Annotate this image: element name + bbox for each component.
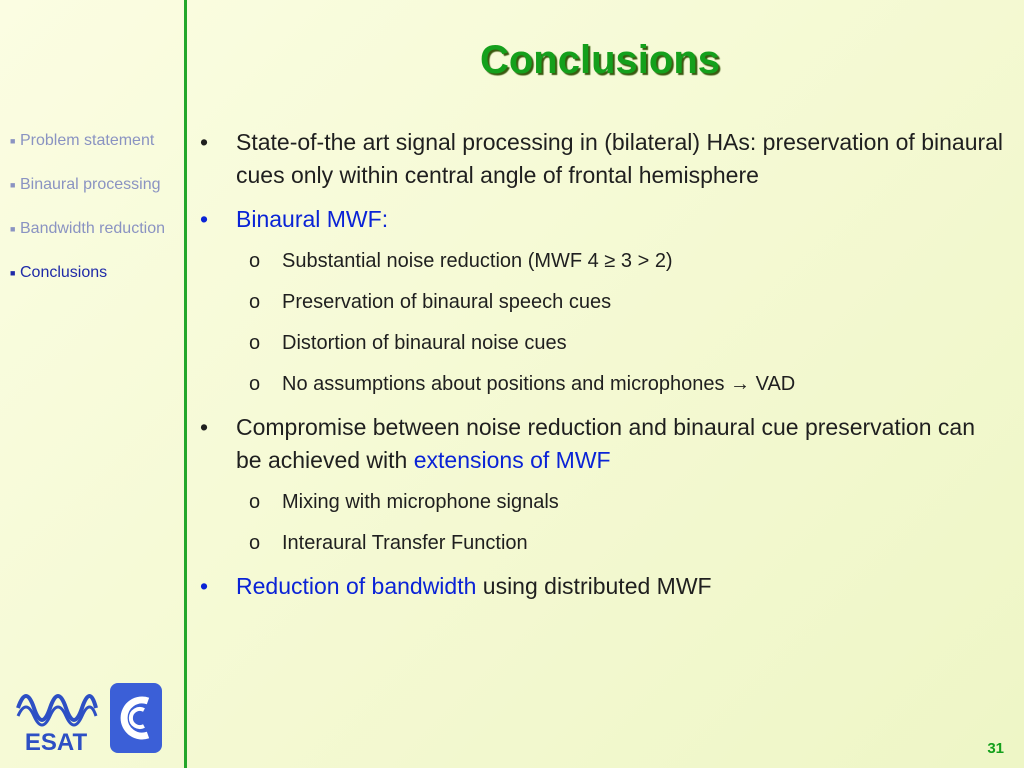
circle-bullet-icon: o <box>249 491 261 513</box>
bullet-item <box>196 411 1006 477</box>
sub-bullet-item <box>196 288 1006 316</box>
sidebar-divider <box>184 0 187 768</box>
bullet-item <box>196 570 1006 603</box>
sidebar-item-label: Binaural processing <box>20 176 161 193</box>
sub-bullet-item <box>196 370 1006 398</box>
bullet-dot-icon: • <box>200 573 209 599</box>
square-bullet-icon: ■ <box>10 224 16 234</box>
bullet-item <box>196 126 1006 192</box>
slide-number: 31 <box>987 740 1004 757</box>
sub-bullet-text: Distortion of binaural noise cues <box>282 332 567 354</box>
esat-logo <box>14 682 98 754</box>
bullet-item <box>196 203 1006 236</box>
bullet-text: Binaural MWF: <box>236 206 389 232</box>
square-bullet-icon: ■ <box>10 136 16 146</box>
sub-bullet-item <box>196 529 1006 557</box>
square-bullet-icon: ■ <box>10 180 16 190</box>
sidebar-item-problem-statement[interactable] <box>10 130 182 152</box>
slide-title: Conclusions <box>479 38 721 82</box>
sub-bullet-item <box>196 247 1006 275</box>
circle-bullet-icon: o <box>249 373 261 395</box>
extensions-link[interactable]: extensions of MWF <box>413 447 611 473</box>
circle-bullet-icon: o <box>249 532 261 554</box>
sub-bullet-text: No assumptions about positions and microphones → VAD <box>282 373 796 395</box>
sub-bullet-text: Substantial noise reduction (MWF 4 ≥ 3 > 2) <box>282 250 673 272</box>
sidebar-item-bandwidth-reduction[interactable] <box>10 218 182 240</box>
sub-bullet-text: Mixing with microphone signals <box>282 491 559 513</box>
circle-bullet-icon: o <box>249 291 261 313</box>
circle-bullet-icon: o <box>249 332 261 354</box>
sidebar-item-conclusions[interactable] <box>10 262 182 284</box>
sidebar-nav <box>10 130 182 306</box>
esat-logo-text: ESAT <box>24 729 88 754</box>
bullet-text: Compromise between noise reduction and binaural cue preservation can be achieved with <box>236 414 975 473</box>
sub-bullet-text: Interaural Transfer Function <box>282 532 528 554</box>
sub-bullet-list <box>196 488 1006 557</box>
sidebar-item-label: Conclusions <box>20 264 108 281</box>
bullet-dot-icon: • <box>200 414 209 440</box>
bullet-text: using distributed MWF <box>476 573 712 599</box>
circle-bullet-icon: o <box>249 250 261 272</box>
bullet-dot-icon: • <box>200 206 209 232</box>
sub-bullet-list <box>196 247 1006 398</box>
sub-bullet-item <box>196 329 1006 357</box>
slide-content <box>196 126 1006 614</box>
sub-bullet-text: Preservation of binaural speech cues <box>282 291 612 313</box>
bullet-dot-icon: • <box>200 129 209 155</box>
kuleuven-c-logo <box>110 683 162 753</box>
sidebar-item-label: Bandwidth reduction <box>20 220 165 237</box>
sub-bullet-item <box>196 488 1006 516</box>
bullet-text: State-of-the art signal processing in (bilateral) HAs: preservation of binaural cues only within central angle of frontal hemisphere <box>236 129 1004 188</box>
square-bullet-icon: ■ <box>10 268 16 278</box>
sidebar-item-binaural-processing[interactable] <box>10 174 182 196</box>
sidebar-item-label: Problem statement <box>20 132 155 149</box>
bandwidth-link[interactable]: Reduction of bandwidth <box>236 573 477 599</box>
